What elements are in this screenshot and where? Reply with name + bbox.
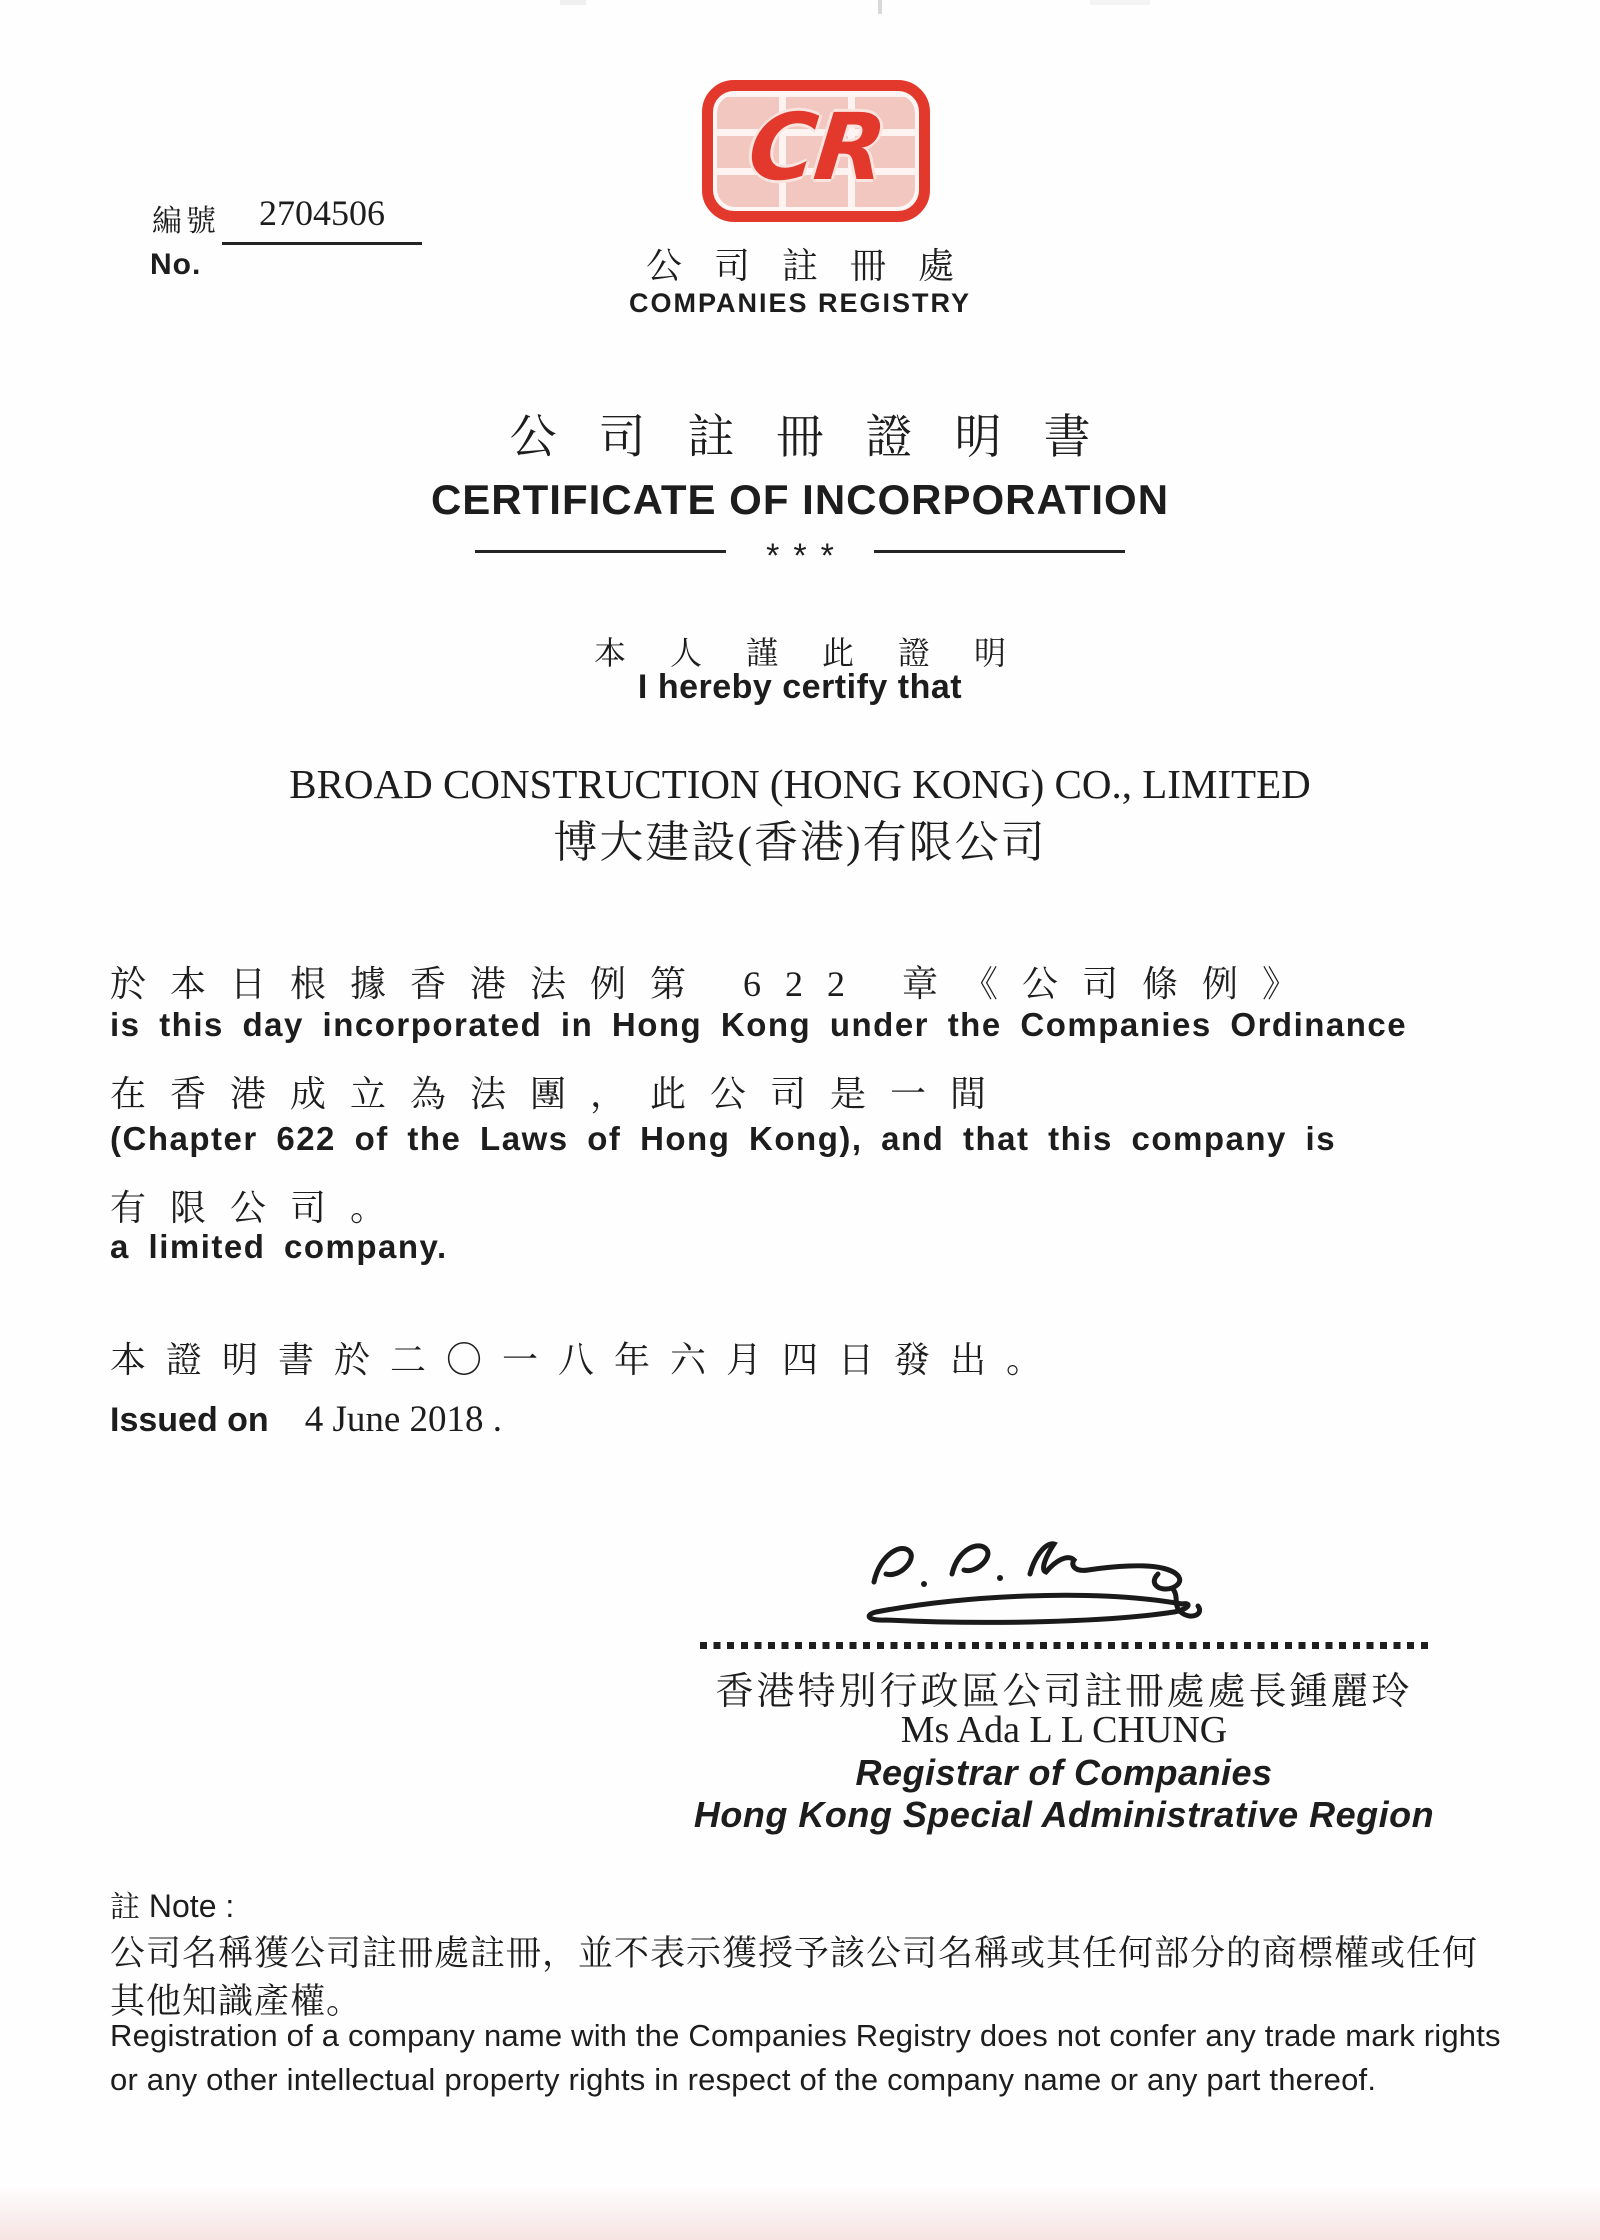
doc-number-label-en: No. [150, 248, 202, 281]
issue-date-zh: 本證明書於二〇一八年六月四日發出。 [110, 1340, 1063, 1380]
note-label-zh: 註 [110, 1891, 140, 1924]
body-paragraph-2-zh: 在香港成立為法團，此公司是一間 [110, 1074, 1011, 1114]
body-paragraph-2-en: (Chapter 622 of the Laws of Hong Kong), and that this company is [110, 1120, 1337, 1157]
cr-logo-text: CR [743, 94, 890, 201]
registrar-signature [840, 1512, 1230, 1652]
companies-registry-logo [702, 80, 930, 222]
registrar-name: Ms Ada L L CHUNG [900, 1709, 1228, 1751]
divider-rule-right [874, 550, 1125, 553]
note-text-zh-line2: 其他知識產權。 [110, 1982, 363, 2021]
certificate-title-en: CERTIFICATE OF INCORPORATION [430, 476, 1170, 523]
registrar-title-zh: 香港特別行政區公司註冊處處長鍾麗玲 [715, 1671, 1413, 1713]
title-divider: *** [475, 550, 1125, 553]
logo-brick-pattern [717, 95, 915, 207]
doc-number-value: 2704506 [222, 192, 422, 245]
scan-artifact [878, 0, 882, 14]
certify-statement-en: I hereby certify that [637, 668, 963, 706]
doc-number-label-zh: 編號 [152, 205, 220, 238]
note-label [110, 1882, 234, 1926]
body-paragraph-1-en: is this day incorporated in Hong Kong under the Companies Ordinance [110, 1006, 1408, 1043]
issued-on-label: Issued on [110, 1401, 269, 1439]
scan-bottom-tint [0, 2185, 1600, 2240]
certificate-title-zh: 公司註冊證明書 [509, 412, 1133, 464]
body-paragraph-3-zh: 有限公司。 [110, 1188, 411, 1228]
certify-statement-zh: 本 人 謹 此 證 明 [593, 635, 1024, 671]
registrar-title-en: Registrar of Companies [855, 1752, 1273, 1793]
company-name-zh: 博大建設(香港)有限公司 [553, 818, 1047, 867]
registrar-region: Hong Kong Special Administrative Region [693, 1794, 1435, 1835]
divider-rule-left [475, 550, 726, 553]
scan-artifact [1090, 0, 1150, 5]
body-paragraph-3-en: a limited company. [110, 1228, 448, 1265]
issued-on-date: 4 June 2018 . [304, 1399, 503, 1440]
issue-date-en [110, 1398, 502, 1441]
company-name-en: BROAD CONSTRUCTION (HONG KONG) CO., LIMITED [289, 761, 1311, 807]
note-text-zh-line1: 公司名稱獲公司註冊處註冊，並不表示獲授予該公司名稱或其任何部分的商標權或任何 [110, 1934, 1479, 1973]
note-label-en: Note : [148, 1888, 235, 1924]
signature-dotted-line [700, 1642, 1428, 1649]
scan-artifact [560, 0, 586, 5]
body-paragraph-1-zh: 於本日根據香港法例第 622 章《公司條例》 [110, 964, 1323, 1004]
note-text-en-line2: or any other intellectual property rights in respect of the company name or any part thereof. [110, 2062, 1377, 2097]
registry-name-zh: 公司註冊處 [645, 246, 986, 286]
note-text-en-line1: Registration of a company name with the Companies Registry does not confer any trade mark rights [110, 2018, 1501, 2053]
registry-name-en: COMPANIES REGISTRY [628, 288, 972, 318]
